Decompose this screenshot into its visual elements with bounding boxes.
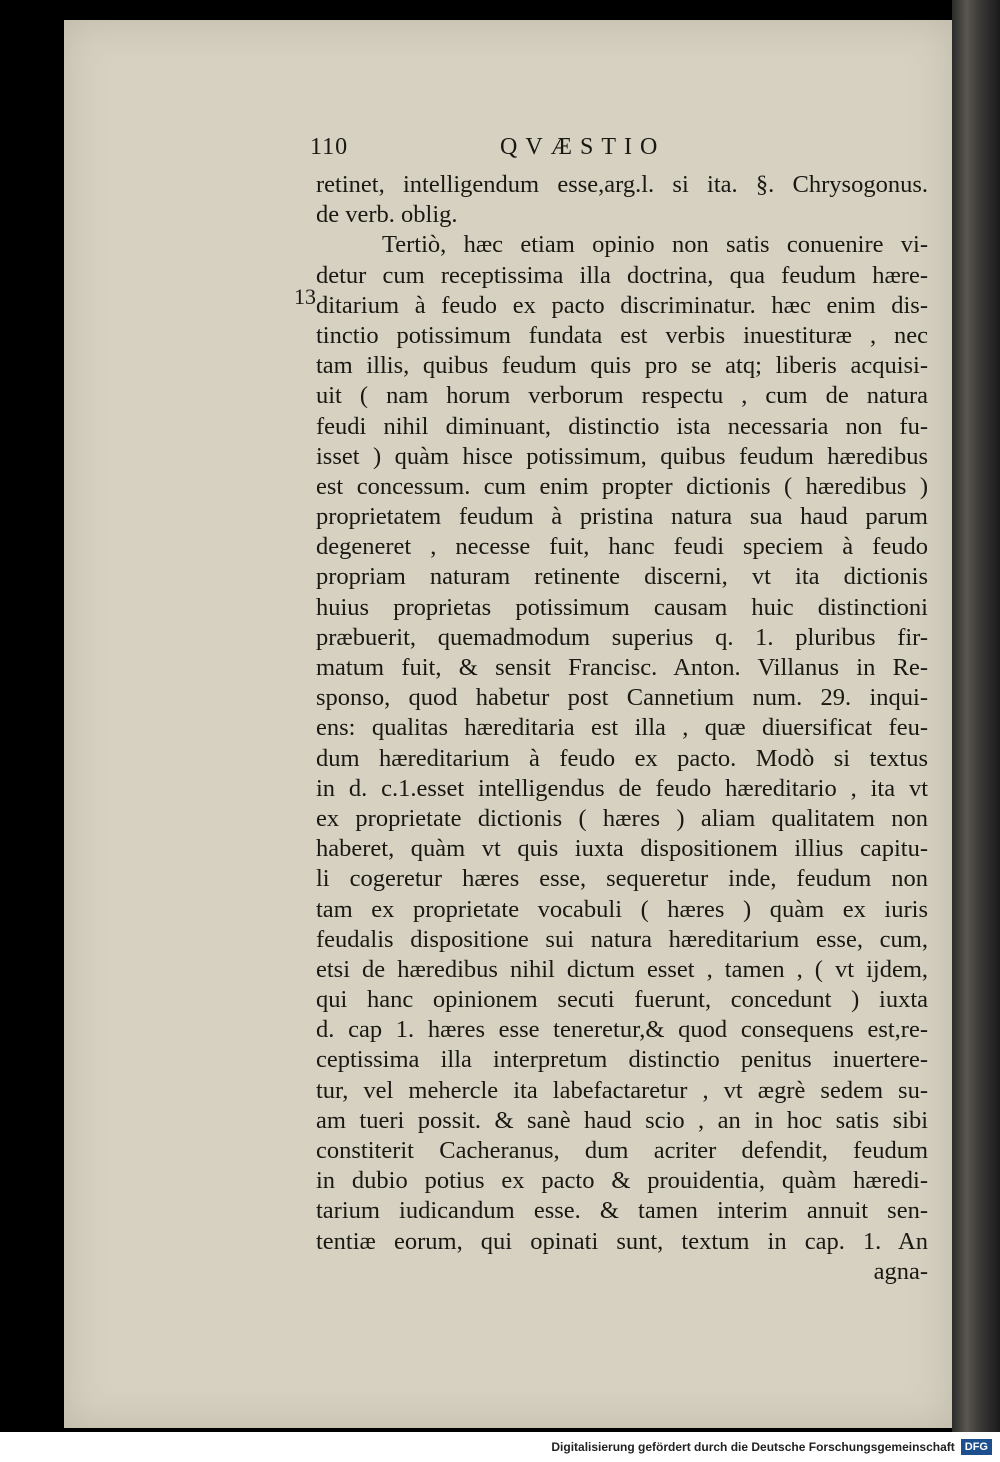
text-line: proprietatem feudum à pristina natura sua haud parum — [316, 503, 928, 531]
text-line: de verb. oblig. — [316, 201, 458, 229]
text-line: feudi nihil diminuant, distinctio ista necessaria non fu- — [316, 412, 928, 440]
dfg-logo[interactable]: DFG — [961, 1439, 992, 1455]
text-line: Tertiò, hæc etiam opinio non satis conuenire vi- — [382, 231, 928, 259]
text-line: uit ( nam horum verborum respectu , cum de natura — [316, 382, 928, 410]
text-line: sponso, quod habetur post Cannetium num. 29. inqui- — [316, 684, 928, 712]
margin-note: 13 — [294, 284, 316, 309]
text-line: matum fuit, & sensit Francisc. Anton. Villanus in Re- — [316, 654, 928, 681]
text-line: li cogeretur hæres esse, sequeretur inde, feudum non — [316, 865, 928, 893]
text-line: tentiæ eorum, qui opinati sunt, textum in cap. 1. An — [316, 1227, 928, 1255]
text-line: tarium iudicandum esse. & tamen interim annuit sen- — [316, 1197, 928, 1225]
text-line: ditarium à feudo ex pacto discriminatur. hæc enim dis- — [316, 291, 928, 319]
text-line: tam ex proprietate vocabuli ( hæres ) quàm ex iuris — [316, 895, 928, 923]
page-number: 110 — [310, 134, 349, 160]
page-header — [310, 130, 930, 170]
text-line: feudalis dispositione sui natura hæreditarium esse, cum, — [316, 925, 928, 953]
body-text — [316, 170, 928, 1287]
text-line: haberet, quàm vt quis iuxta dispositionem illius capitu- — [316, 835, 928, 863]
text-line: huius proprietas potissimum causam huic distinctioni — [316, 593, 928, 621]
text-line: est concessum. cum enim propter dictionis ( hæredibus ) — [316, 472, 928, 500]
running-head: QVÆSTIO — [500, 134, 666, 160]
text-line: ex proprietate dictionis ( hæres ) aliam qualitatem non — [316, 804, 928, 832]
text-line: ens: qualitas hæreditaria est illa , quæ diuersificat feu- — [316, 714, 928, 742]
text-line: isset ) quàm hisce potissimum, quibus feudum hæredibus — [316, 442, 928, 470]
text-line: propriam naturam retinente discerni, vt ita dictionis — [316, 563, 928, 591]
digitization-footer — [0, 1432, 1000, 1462]
book-edge — [952, 0, 1000, 1432]
text-line: tinctio potissimum fundata est verbis inuestituræ , nec — [316, 321, 928, 349]
text-line: qui hanc opinionem secuti fuerunt, concedunt ) iuxta — [316, 986, 928, 1014]
text-line: d. cap 1. hæres esse teneretur,& quod consequens est,re- — [316, 1016, 928, 1044]
text-line: am tueri possit. & sanè haud scio , an in hoc satis sibi — [316, 1106, 928, 1134]
text-line: in d. c.1.esset intelligendus de feudo hæreditario , ita vt — [316, 774, 928, 802]
text-line: tam illis, quibus feudum quis pro se atq; liberis acquisi- — [316, 352, 928, 380]
text-line: in dubio potius ex pacto & prouidentia, quàm hæredi- — [316, 1167, 928, 1195]
text-line: degeneret , necesse fuit, hanc feudi speciem à feudo — [316, 533, 928, 561]
text-line: tur, vel mehercle ita labefactaretur , vt ægrè sedem su- — [316, 1076, 928, 1104]
text-line: etsi de hæredibus nihil dictum esset , tamen , ( vt ijdem, — [316, 955, 928, 983]
catchword: agna- — [873, 1257, 928, 1285]
text-line: præbuerit, quemadmodum superius q. 1. pluribus fir- — [316, 623, 928, 651]
text-line: ceptissima illa interpretum distinctio penitus inuertere- — [316, 1046, 928, 1074]
text-line: detur cum receptissima illa doctrina, qua feudum hære- — [316, 261, 928, 289]
text-line: constiterit Cacheranus, dum acriter defendit, feudum — [316, 1137, 928, 1164]
text-line: retinet, intelligendum esse,arg.l. si ita. §. Chrysogonus. — [316, 171, 928, 198]
text-line: dum hæreditarium à feudo ex pacto. Modò si textus — [316, 744, 928, 772]
footer-credit: Digitalisierung gefördert durch die Deutsche Forschungsgemeinschaft — [551, 1440, 955, 1454]
